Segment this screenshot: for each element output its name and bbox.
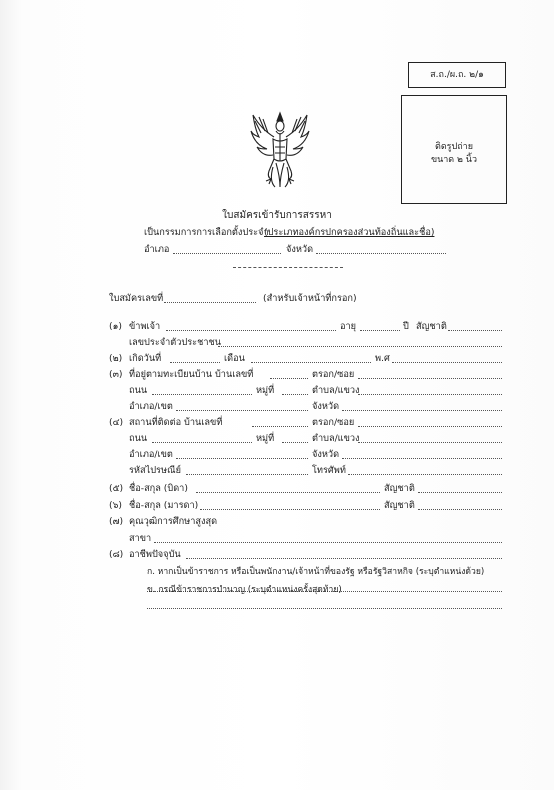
reg-moo-field[interactable] <box>282 394 308 395</box>
phone-label: โทรศัพท์ <box>312 465 346 476</box>
phone-field[interactable] <box>348 474 502 475</box>
item-8-number: (๘) <box>109 549 124 560</box>
item-5-label: ชื่อ-สกุล (บิดา) <box>129 483 188 494</box>
occupation-option-b-field[interactable] <box>147 608 502 609</box>
postcode-label: รหัสไปรษณีย์ <box>129 465 181 476</box>
father-nationality-label: สัญชาติ <box>384 483 415 494</box>
reg-road-field[interactable] <box>152 394 252 395</box>
contact-alley-label: ตรอก/ซอย <box>312 417 355 428</box>
item-7-number: (๗) <box>109 516 124 527</box>
birth-year-field[interactable] <box>392 362 502 363</box>
contact-road-field[interactable] <box>152 442 252 443</box>
form-code: ส.ถ./ผ.ถ. ๒/๑ <box>430 70 484 80</box>
mother-nationality-field[interactable] <box>418 509 502 510</box>
reg-moo-label: หมู่ที่ <box>256 385 275 396</box>
mother-nationality-label: สัญชาติ <box>384 500 415 511</box>
item-2-label: เกิดวันที่ <box>129 353 162 364</box>
item-3-number: (๓) <box>109 369 123 380</box>
national-id-label: เลขประจำตัวประชาชน <box>129 337 222 348</box>
contact-amphoe-field[interactable] <box>176 458 308 459</box>
item-4-label: สถานที่ติดต่อ บ้านเลขที่ <box>129 417 223 428</box>
nationality-field[interactable] <box>448 330 502 331</box>
form-title: ใบสมัครเข้ารับการสรรหา <box>222 210 332 221</box>
reg-house-no-field[interactable] <box>270 378 308 379</box>
nationality-label: สัญชาติ <box>416 321 447 332</box>
occupation-option-b: ข. กรณีข้าราชการบำนาญ (ระบุตำแหน่งครั้งสุดท้าย) <box>147 585 342 595</box>
item-4-number: (๔) <box>109 417 124 428</box>
item-1-number: (๑) <box>109 321 123 332</box>
birth-day-field[interactable] <box>170 362 220 363</box>
title-amphoe-label: อำเภอ <box>144 244 170 255</box>
contact-house-no-field[interactable] <box>252 426 308 427</box>
reg-amphoe-field[interactable] <box>176 410 308 411</box>
contact-changwat-label: จังหวัด <box>312 449 340 460</box>
item-3-label: ที่อยู่ตามทะเบียนบ้าน บ้านเลขที่ <box>129 369 254 380</box>
contact-tambon-field[interactable] <box>358 442 502 443</box>
age-label: อายุ <box>340 321 357 332</box>
father-nationality-field[interactable] <box>418 492 502 493</box>
contact-road-label: ถนน <box>129 433 148 444</box>
form-code-box <box>408 62 506 88</box>
title-line2-org-type: (ประเภทองค์กรปกครองส่วนท้องถิ่นและชื่อ) <box>264 227 435 238</box>
father-name-field[interactable] <box>196 492 380 493</box>
age-field[interactable] <box>360 330 400 331</box>
contact-alley-field[interactable] <box>358 426 502 427</box>
branch-field[interactable] <box>154 542 502 543</box>
title-line2-prefix: เป็นกรรมการการเลือกตั้งประจำ <box>144 227 269 238</box>
contact-amphoe-label: อำเภอ/เขต <box>129 449 173 460</box>
contact-tambon-label: ตำบล/แขวง <box>312 433 360 444</box>
application-number-label: ใบสมัครเลขที่ <box>109 293 164 304</box>
photo-label-1: ติดรูปถ่าย <box>434 142 473 152</box>
contact-moo-label: หมู่ที่ <box>256 433 275 444</box>
item-5-number: (๕) <box>109 483 124 494</box>
reg-amphoe-label: อำเภอ/เขต <box>129 401 173 412</box>
reg-changwat-label: จังหวัด <box>312 401 340 412</box>
mother-name-field[interactable] <box>200 509 380 510</box>
reg-road-label: ถนน <box>129 385 148 396</box>
year-label: ปี <box>403 321 409 332</box>
applicant-name-field[interactable] <box>166 330 336 331</box>
title-separator <box>233 267 343 268</box>
title-changwat-field[interactable] <box>316 253 446 254</box>
reg-changwat-field[interactable] <box>342 410 502 411</box>
reg-tambon-field[interactable] <box>358 394 502 395</box>
item-8-label: อาชีพปัจจุบัน <box>129 549 181 560</box>
photo-box <box>401 95 507 204</box>
application-number-field[interactable] <box>164 302 256 303</box>
birth-month-field[interactable] <box>251 362 371 363</box>
item-7-label: คุณวุฒิการศึกษาสูงสุด <box>129 516 218 527</box>
title-amphoe-field[interactable] <box>173 253 281 254</box>
reg-alley-field[interactable] <box>358 378 502 379</box>
item-1-label: ข้าพเจ้า <box>129 321 161 332</box>
postcode-field[interactable] <box>186 474 308 475</box>
officer-note: (สำหรับเจ้าหน้าที่กรอก) <box>263 293 357 304</box>
item-2-number: (๒) <box>109 353 123 364</box>
birth-month-label: เดือน <box>224 353 245 364</box>
contact-moo-field[interactable] <box>282 442 308 443</box>
national-id-field[interactable] <box>218 346 502 347</box>
item-6-label: ชื่อ-สกุล (มารดา) <box>129 500 199 511</box>
contact-changwat-field[interactable] <box>342 458 502 459</box>
reg-tambon-label: ตำบล/แขวง <box>312 385 360 396</box>
occupation-option-a: ก. หากเป็นข้าราชการ หรือเป็นพนักงาน/เจ้าหน้าที่ของรัฐ หรือรัฐวิสาหกิจ (ระบุตำแหน่งด้วย) <box>147 567 485 577</box>
photo-label-2: ขนาด ๒ นิ้ว <box>430 155 478 165</box>
garuda-emblem-icon <box>249 107 311 189</box>
branch-label: สาขา <box>129 533 152 544</box>
occupation-field[interactable] <box>186 558 502 559</box>
item-6-number: (๖) <box>109 500 123 511</box>
title-changwat-label: จังหวัด <box>286 244 314 255</box>
birth-year-label: พ.ศ <box>375 353 390 364</box>
reg-alley-label: ตรอก/ซอย <box>312 369 355 380</box>
